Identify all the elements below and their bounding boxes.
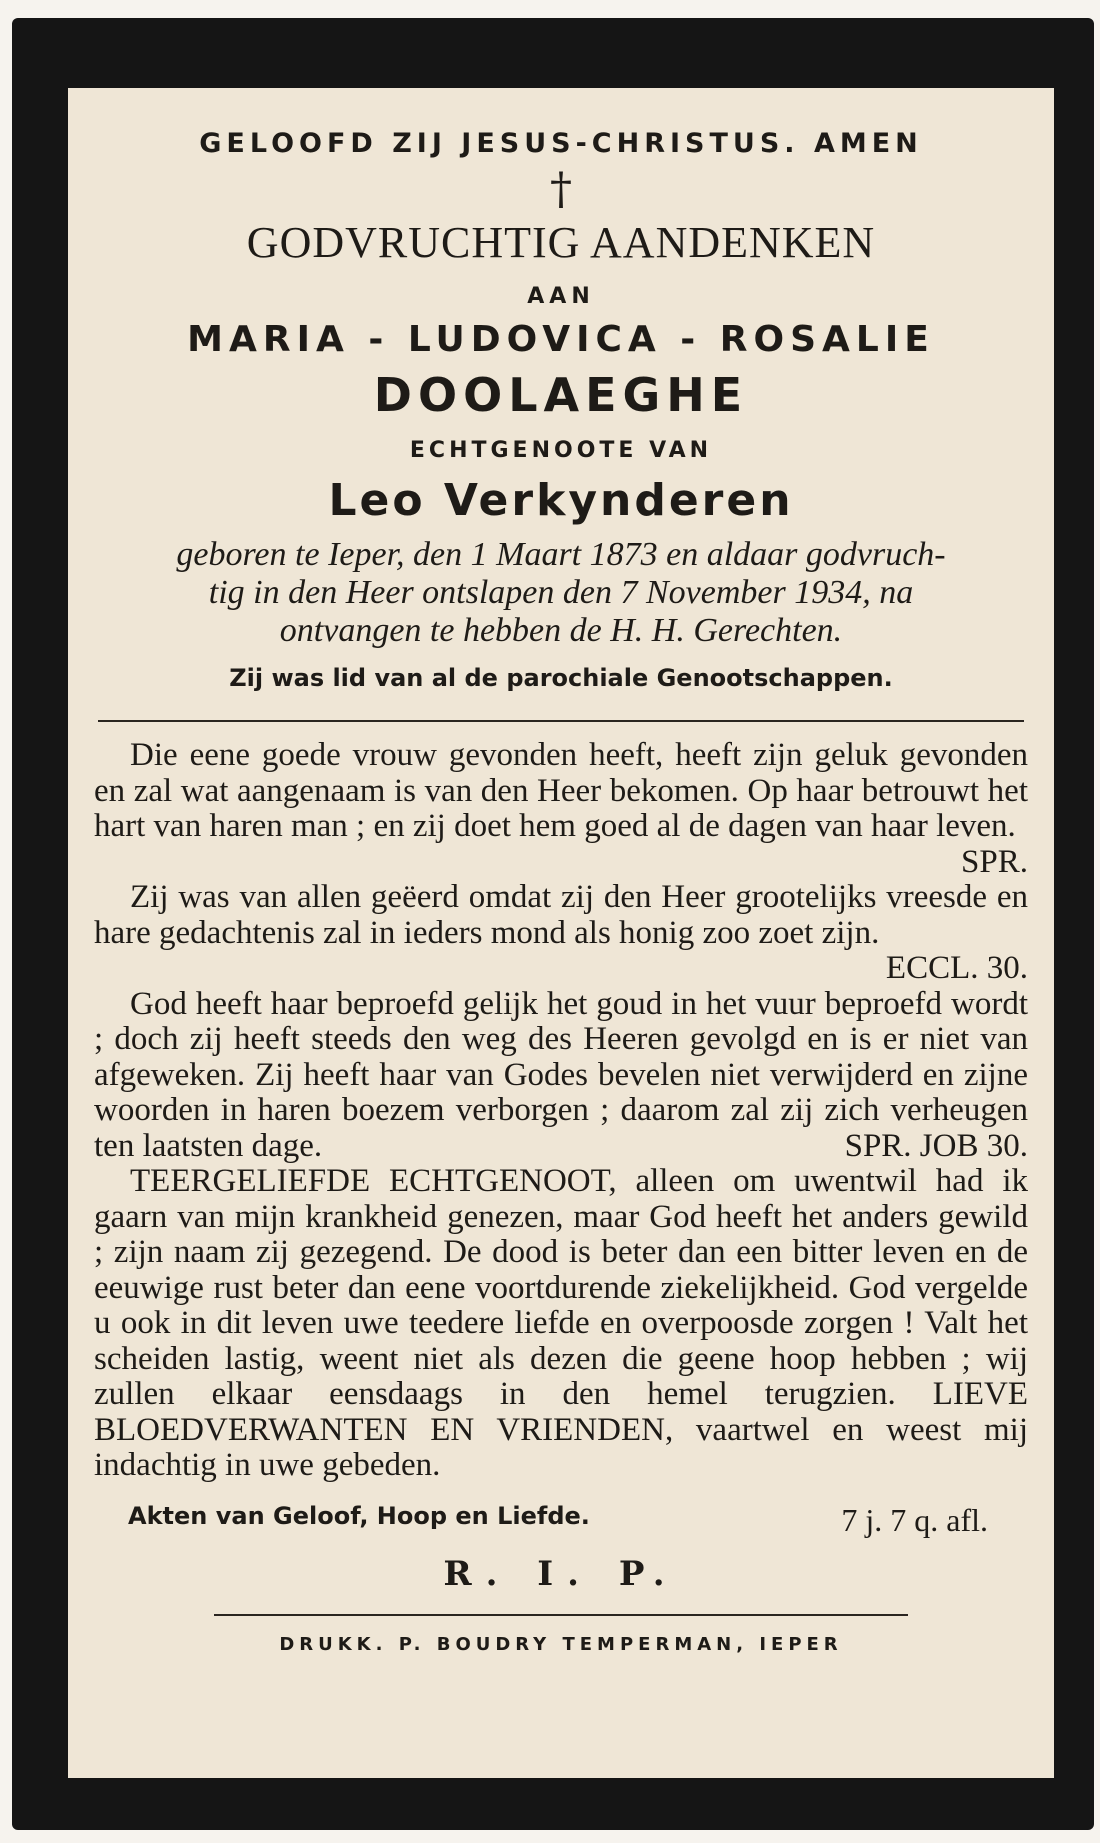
scripture-ref: SPR. JOB 30.	[844, 1127, 1028, 1164]
bio-line: geboren te Ieper, den 1 Maart 1873 en aldaar godvruch-	[176, 536, 946, 573]
bio-line: tig in den Heer ontslapen den 7 November 1934, na	[208, 574, 914, 611]
paragraph-text: TEERGELIEFDE ECHTGENOOT, alleen om uwentwil had ik gaarn van mijn krankheid genezen, maar God heeft het anders gewild ; zijn naam zij gezegend. De dood is beter dan een bitter leven en de eeuwige rust beter dan eene voortdurende ziekelijkheid. God vergelde u ook in dit leven uwe teedere liefde en overpoosde zorgen ! Valt het scheiden lastig, weent niet als dezen die geene hoop hebben ; wij zullen elkaar eensdaags in den hemel terugzien. LIEVE BLOEDVERWANTEN EN VRIENDEN, vaartwel en weest mij indachtig in uwe gebeden.	[94, 1163, 1028, 1483]
card-content	[94, 128, 1028, 1655]
paragraph	[94, 1164, 1028, 1484]
given-names: MARIA - LUDOVICA - ROSALIE	[187, 319, 935, 360]
memorial-card	[12, 18, 1094, 1830]
divider	[214, 1614, 908, 1616]
indulgence-line: 7 j. 7 q. afl.	[841, 1501, 988, 1538]
card-paper	[68, 88, 1054, 1778]
spouse-name: Leo Verkynderen	[328, 475, 794, 526]
paragraph-text: Die eene goede vrouw gevonden heeft, heeft zijn geluk gevonden en zal wat aangenaam is van den Heer bekomen. Op haar betrouwt het hart van haren man ; en zij doet hem goed al de dagen van haar leven.	[94, 737, 1028, 844]
paragraph	[94, 987, 1028, 1165]
paragraph-text: Zij was van allen geëerd omdat zij den Heer grootelijks vreesde en hare gedachtenis zal in ieders mond als honig zoo zoet zijn.	[94, 879, 1028, 951]
bio-block	[94, 536, 1028, 650]
title-line: GODVRUCHTIG AANDENKEN	[246, 218, 876, 267]
invocation-line: GELOOFD ZIJ JESUS-CHRISTUS. AMEN	[199, 128, 923, 159]
surname: DOOLAEGHE	[373, 368, 749, 422]
bio-line: ontvangen te hebben de H. H. Gerechten.	[279, 612, 843, 649]
scripture-ref: ECCL. 30.	[885, 950, 1028, 986]
text-body	[94, 738, 1028, 1484]
cross-icon: †	[550, 164, 572, 215]
footer-row	[94, 1502, 1028, 1538]
printer-line: DRUKK. P. BOUDRY TEMPERMAN, IEPER	[279, 1633, 843, 1655]
rip-line: R. I. P.	[443, 1553, 679, 1594]
divider	[98, 720, 1024, 722]
paragraph-text: God heeft haar beproefd gelijk het goud in het vuur beproefd wordt ; doch zij heeft steeds den weg des Heeren gevolgd en is er niet van afgeweken. Zij heeft haar van Godes bevelen niet verwijderd en zijne woorden in haren boezem verborgen ; daarom zal zij zich verheugen ten laatsten dage.	[94, 985, 1028, 1164]
spouse-label: ECHTGENOOTE VAN	[409, 438, 713, 463]
paragraph	[94, 738, 1028, 880]
scripture-ref: SPR.	[961, 843, 1028, 880]
membership-line: Zij was lid van al de parochiale Genootschappen.	[229, 664, 893, 692]
aan-line: AAN	[527, 284, 595, 309]
paragraph	[94, 880, 1028, 987]
acts-line: Akten van Geloof, Hoop en Liefde.	[128, 1501, 590, 1530]
